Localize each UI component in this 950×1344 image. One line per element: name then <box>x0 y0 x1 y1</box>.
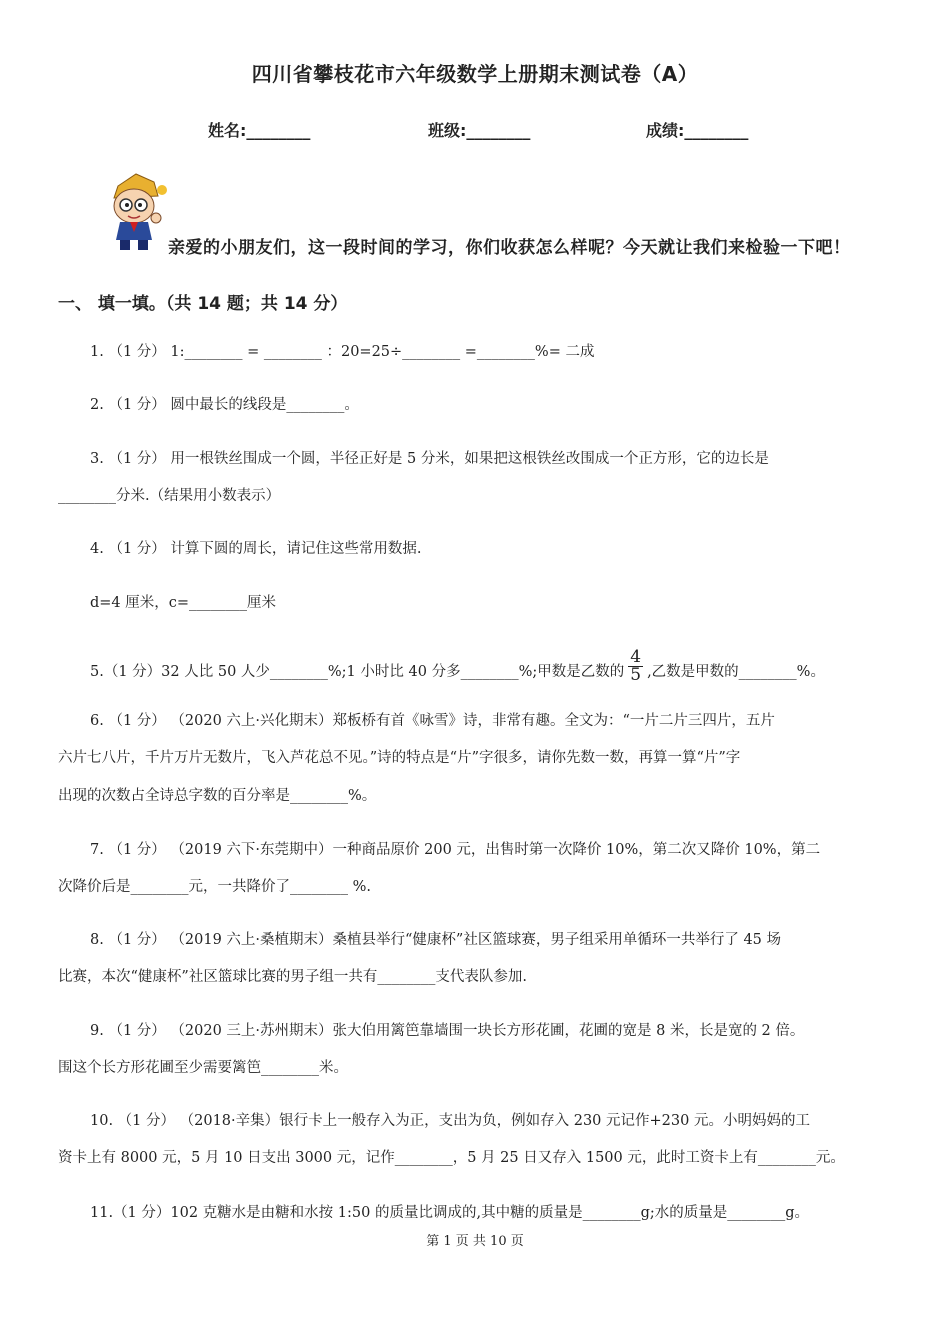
fraction-numerator: 4 <box>630 646 642 667</box>
question-1: 1. （1 分） 1:________ = ________ ：20=25÷________ =________%= 二成 <box>90 344 595 360</box>
question-5-part-b: ,乙数是甲数的________%。 <box>647 664 825 680</box>
question-11: 11.（1 分）102 克糖水是由糖和水按 1:50 的质量比调成的,其中糖的质量是________g;水的质量是________g。 <box>90 1205 810 1221</box>
page-title: 四川省攀枝花市六年级数学上册期末测试卷（A） <box>251 62 699 86</box>
score-field[interactable]: 成绩:________ <box>646 121 749 140</box>
question-3-line-1: 3. （1 分） 用一根铁丝围成一个圆，半径正好是 5 分米，如果把这根铁丝改围成一个正方形，它的边长是 <box>90 451 769 467</box>
name-field[interactable]: 姓名:________ <box>208 121 311 140</box>
question-5-part-a: 5.（1 分）32 人比 50 人少________%;1 小时比 40 分多________%;甲数是乙数的 <box>90 664 625 680</box>
question-7-line-2: 次降价后是________元，一共降价了________ %. <box>58 879 371 895</box>
question-5 <box>90 646 825 691</box>
question-2: 2. （1 分） 圆中最长的线段是________。 <box>90 397 359 413</box>
section-heading: 一、 填一填。（共 14 题；共 14 分） <box>58 294 348 314</box>
question-9-line-2: 围这个长方形花圃至少需要篱笆________米。 <box>58 1060 348 1076</box>
question-3-line-2: ________分米.（结果用小数表示） <box>58 488 281 504</box>
question-4-line-2: d=4 厘米，c=________厘米 <box>90 595 277 611</box>
mascot-cartoon-image <box>96 172 172 254</box>
greeting-text: 亲爱的小朋友们，这一段时间的学习，你们收获怎么样呢？今天就让我们来检验一下吧！ <box>168 238 851 258</box>
fraction-four-fifths <box>628 646 643 685</box>
question-6-line-1: 6. （1 分） （2020 六上·兴化期末）郑板桥有首《咏雪》诗，非常有趣。全文为：“一片二片三四片，五片 <box>90 713 775 729</box>
question-9-line-1: 9. （1 分） （2020 三上·苏州期末）张大伯用篱笆靠墙围一块长方形花圃，花圃的宽是 8 米，长是宽的 2 倍。 <box>90 1023 805 1039</box>
question-6-line-3: 出现的次数占全诗总字数的百分率是________%。 <box>58 788 377 804</box>
fraction-denominator: 5 <box>630 664 642 685</box>
page-footer: 第 1 页 共 10 页 <box>426 1234 524 1249</box>
question-10-line-1: 10. （1 分） （2018·辛集）银行卡上一般存入为正，支出为负，例如存入 230 元记作+230 元。小明妈妈的工 <box>90 1113 810 1129</box>
question-10-line-2: 资卡上有 8000 元，5 月 10 日支出 3000 元，记作________，5 月 25 日又存入 1500 元，此时工资卡上有________元。 <box>58 1150 845 1166</box>
question-7-line-1: 7. （1 分） （2019 六下·东莞期中）一种商品原价 200 元，出售时第一次降价 10%，第二次又降价 10%，第二 <box>90 842 821 858</box>
question-8-line-1: 8. （1 分） （2019 六上·桑植期末）桑植县举行“健康杯”社区篮球赛，男子组采用单循环一共举行了 45 场 <box>90 932 781 948</box>
question-6-line-2: 六片七八片，千片万片无数片，飞入芦花总不见。”诗的特点是“片”字很多，请你先数一数，再算一算“片”字 <box>58 750 741 766</box>
class-field[interactable]: 班级:________ <box>428 121 531 140</box>
question-4-line-1: 4. （1 分） 计算下圆的周长，请记住这些常用数据. <box>90 541 422 557</box>
question-8-line-2: 比赛，本次“健康杯”社区篮球比赛的男子组一共有________支代表队参加. <box>58 969 527 985</box>
